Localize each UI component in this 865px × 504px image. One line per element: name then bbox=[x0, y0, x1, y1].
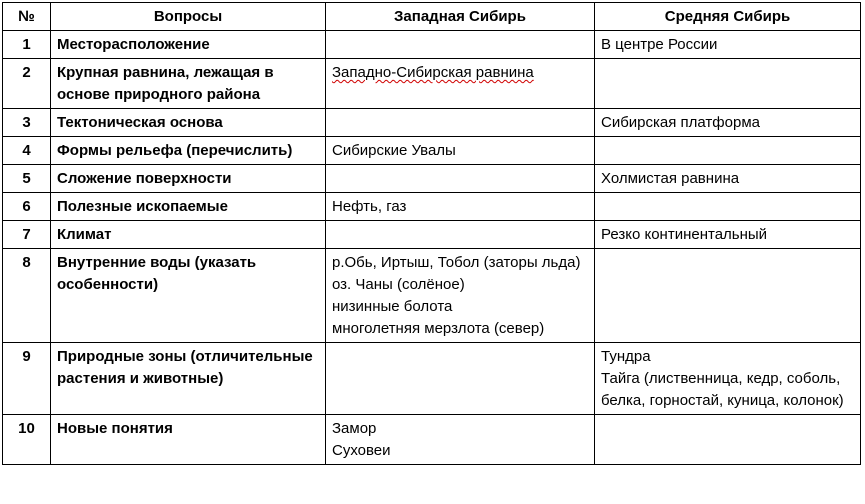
cell-text-line: Холмистая равнина bbox=[601, 170, 740, 187]
cell-text-line: Сибирские Увалы bbox=[332, 142, 456, 159]
table-row bbox=[3, 31, 861, 59]
table-row bbox=[3, 193, 861, 221]
cell-text-line: Нефть, газ bbox=[332, 198, 407, 215]
row-number: 4 bbox=[3, 137, 51, 165]
row-central-cell bbox=[595, 221, 861, 249]
row-question: Сложение поверхности bbox=[51, 165, 326, 193]
cell-text-line: Резко континентальный bbox=[601, 226, 768, 243]
row-number: 9 bbox=[3, 343, 51, 415]
row-number: 7 bbox=[3, 221, 51, 249]
row-west-cell bbox=[326, 249, 595, 343]
row-number: 6 bbox=[3, 193, 51, 221]
header-questions: Вопросы bbox=[51, 3, 326, 31]
row-west-cell bbox=[326, 59, 595, 109]
cell-text-line: оз. Чаны (солёное) bbox=[332, 276, 465, 293]
row-question: Внутренние воды (указать особенности) bbox=[51, 249, 326, 343]
row-west-cell bbox=[326, 165, 595, 193]
row-west-cell bbox=[326, 193, 595, 221]
table-row bbox=[3, 415, 861, 465]
header-central-siberia: Средняя Сибирь bbox=[595, 3, 861, 31]
cell-text-line: Тундра bbox=[601, 348, 651, 365]
header-west-siberia: Западная Сибирь bbox=[326, 3, 595, 31]
row-central-cell bbox=[595, 343, 861, 415]
row-central-cell bbox=[595, 137, 861, 165]
row-question: Тектоническая основа bbox=[51, 109, 326, 137]
table-header-row bbox=[3, 3, 861, 31]
row-west-cell bbox=[326, 109, 595, 137]
cell-text-line: Западно-Сибирская равнина bbox=[332, 64, 534, 81]
cell-text-line: Суховеи bbox=[332, 442, 391, 459]
row-central-cell bbox=[595, 165, 861, 193]
row-west-cell bbox=[326, 31, 595, 59]
table-row bbox=[3, 343, 861, 415]
table-row bbox=[3, 59, 861, 109]
row-number: 5 bbox=[3, 165, 51, 193]
row-central-cell bbox=[595, 31, 861, 59]
cell-text-line: Сибирская платформа bbox=[601, 114, 760, 131]
row-question: Новые понятия bbox=[51, 415, 326, 465]
row-central-cell bbox=[595, 109, 861, 137]
cell-text-line: В центре России bbox=[601, 36, 718, 53]
cell-text-line: многолетняя мерзлота (север) bbox=[332, 320, 545, 337]
row-central-cell bbox=[595, 59, 861, 109]
table-row bbox=[3, 109, 861, 137]
cell-text-line: низинные болота bbox=[332, 298, 453, 315]
table-row bbox=[3, 221, 861, 249]
cell-text-line: р.Обь, Иртыш, Тобол (заторы льда) bbox=[332, 254, 581, 271]
row-west-cell bbox=[326, 137, 595, 165]
row-question: Природные зоны (отличительные растения и животные) bbox=[51, 343, 326, 415]
row-question: Формы рельефа (перечислить) bbox=[51, 137, 326, 165]
header-number: № bbox=[3, 3, 51, 31]
row-question: Полезные ископаемые bbox=[51, 193, 326, 221]
row-question: Крупная равнина, лежащая в основе природного района bbox=[51, 59, 326, 109]
row-central-cell bbox=[595, 249, 861, 343]
cell-text-line: Замор bbox=[332, 420, 377, 437]
row-number: 1 bbox=[3, 31, 51, 59]
comparison-table bbox=[2, 2, 861, 465]
table-row bbox=[3, 137, 861, 165]
table-row bbox=[3, 165, 861, 193]
row-number: 2 bbox=[3, 59, 51, 109]
cell-text-line: Тайга (лиственница, кедр, соболь, белка, горностай, куница, колонок) bbox=[601, 370, 844, 409]
row-number: 10 bbox=[3, 415, 51, 465]
row-number: 8 bbox=[3, 249, 51, 343]
row-west-cell bbox=[326, 221, 595, 249]
row-west-cell bbox=[326, 343, 595, 415]
row-west-cell bbox=[326, 415, 595, 465]
row-number: 3 bbox=[3, 109, 51, 137]
row-question: Климат bbox=[51, 221, 326, 249]
row-central-cell bbox=[595, 193, 861, 221]
row-central-cell bbox=[595, 415, 861, 465]
row-question: Месторасположение bbox=[51, 31, 326, 59]
table-row bbox=[3, 249, 861, 343]
